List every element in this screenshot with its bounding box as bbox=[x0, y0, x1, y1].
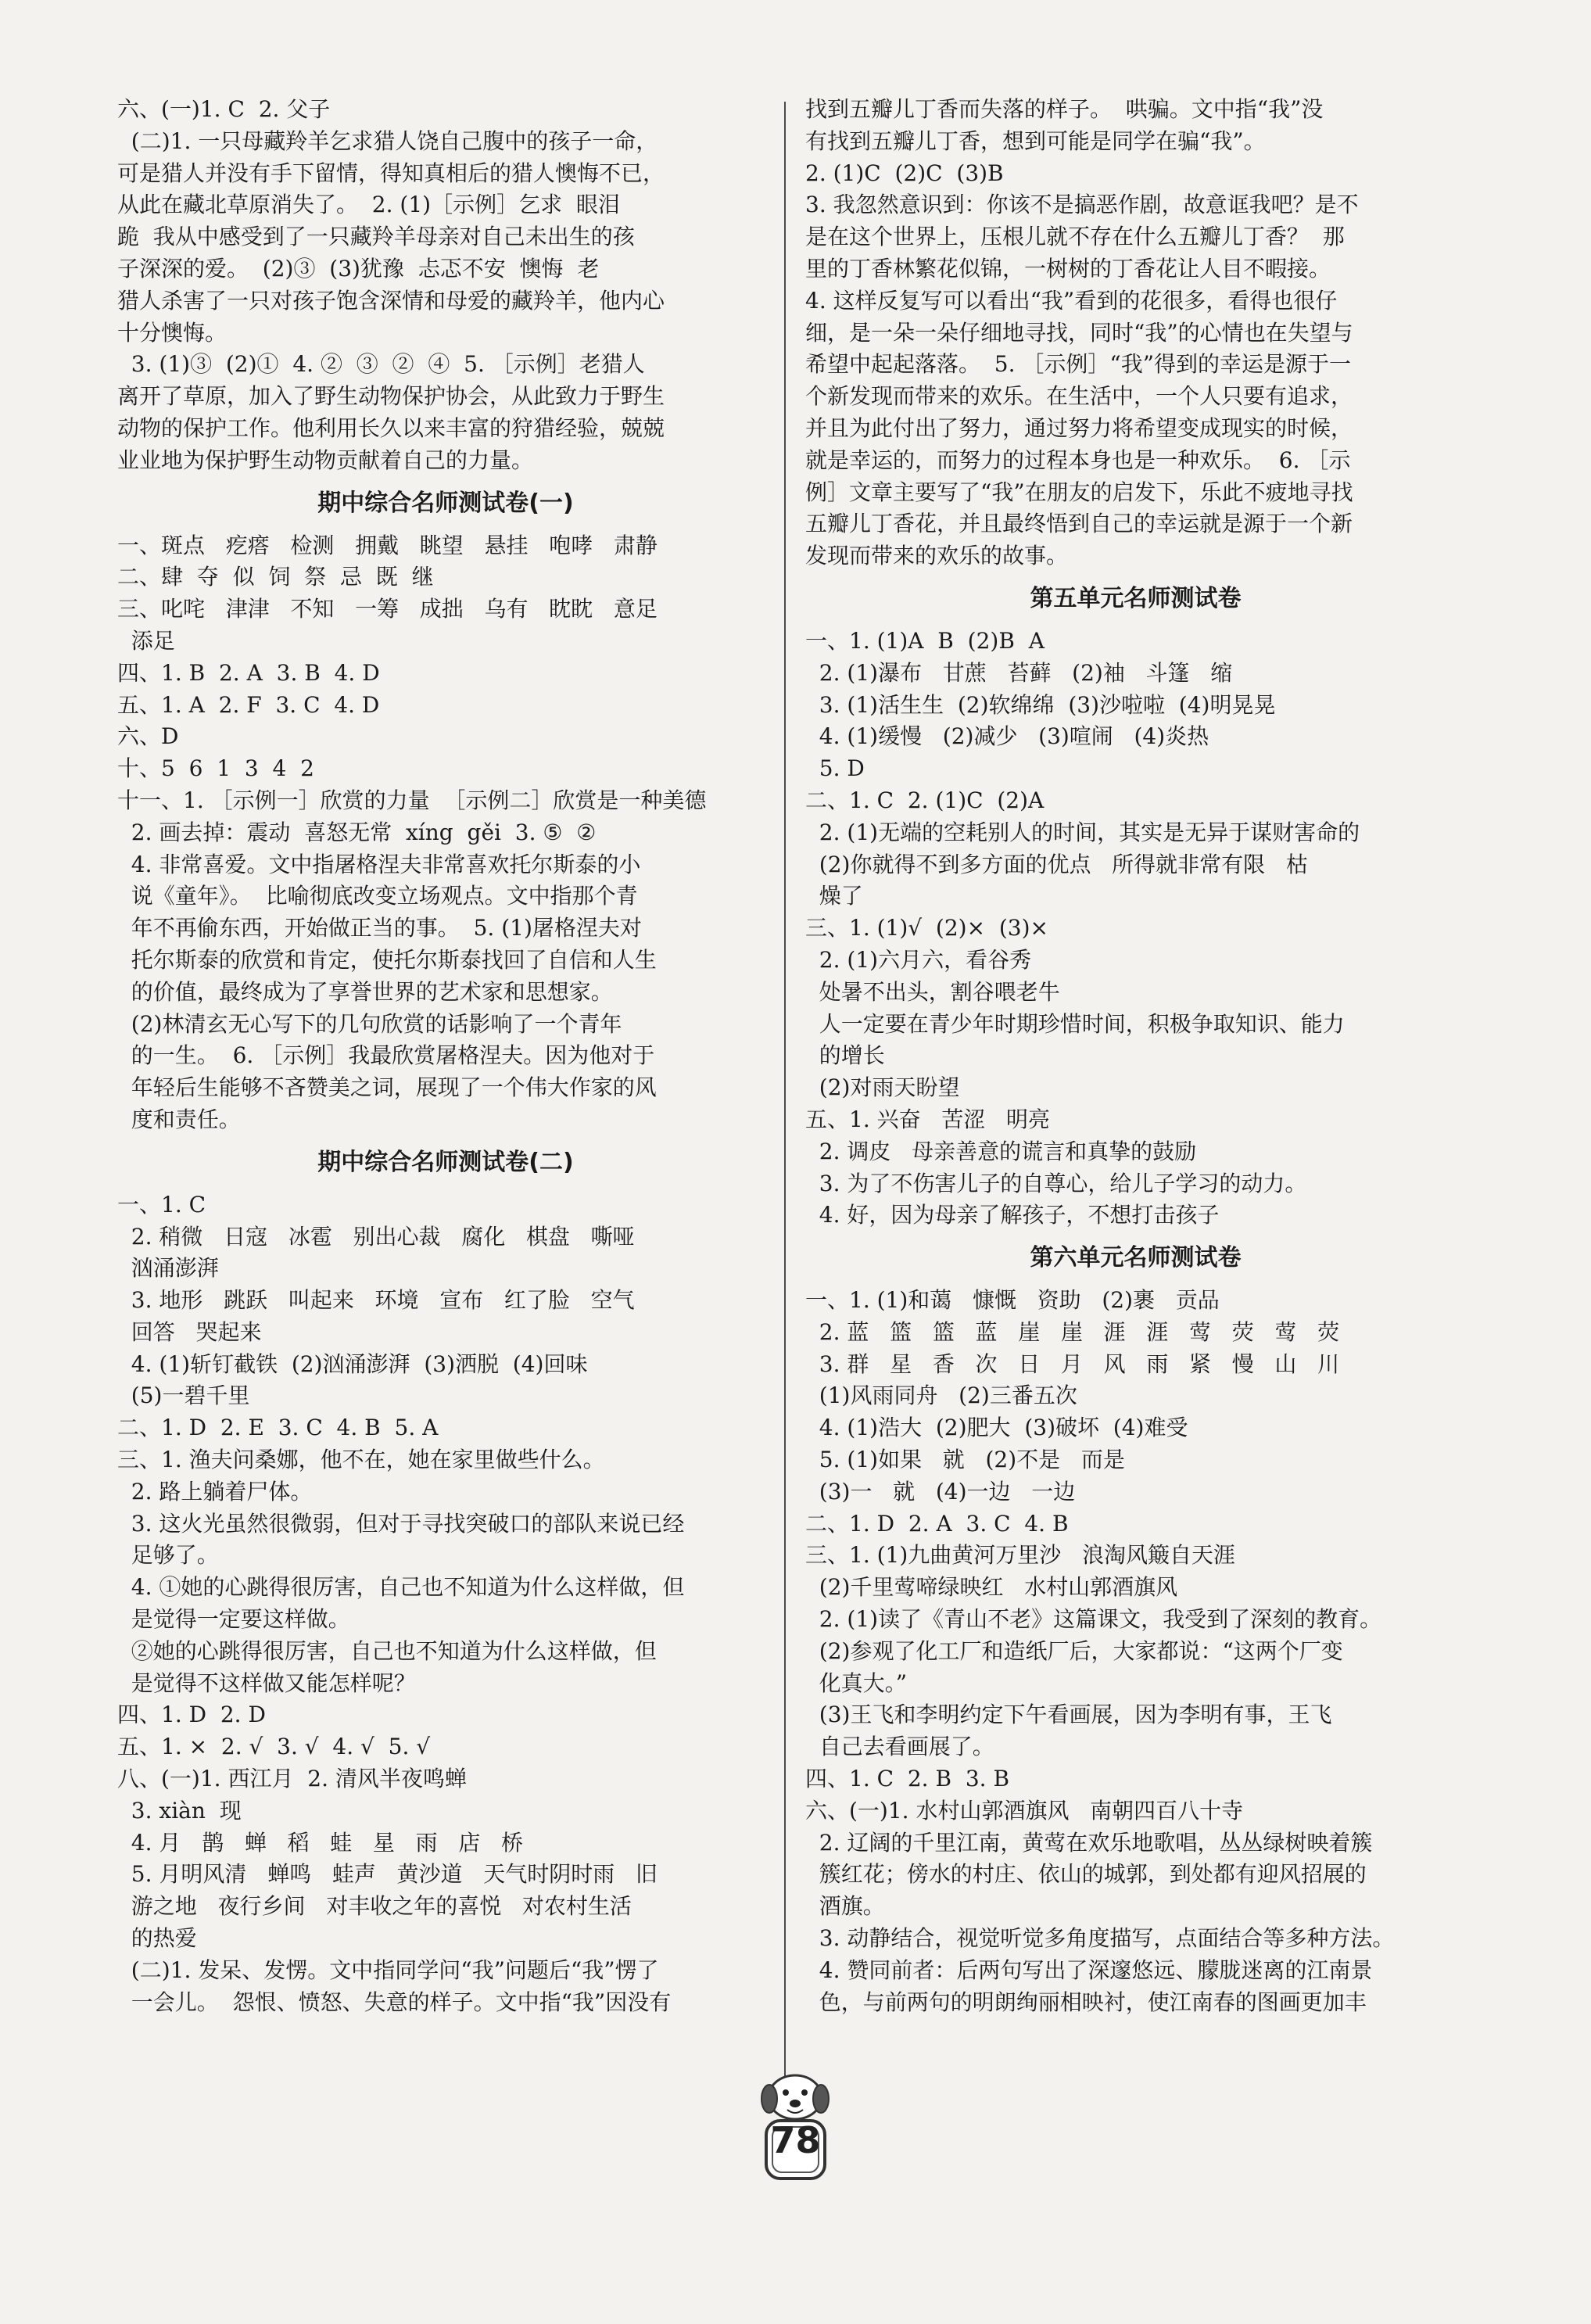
answer-line: 六、(一)1. 水村山郭酒旗风 南朝四百八十寺 bbox=[805, 1797, 1244, 1824]
answer-line: 例］文章主要写了“我”在朋友的启发下，乐此不疲地寻找 bbox=[805, 479, 1353, 505]
answer-line: 找到五瓣儿丁香而失落的样子。 哄骗。文中指“我”没 bbox=[805, 96, 1324, 122]
answer-line: 八、(一)1. 西江月 2. 清风半夜鸣蝉 bbox=[117, 1766, 467, 1792]
answer-line: 是觉得不这样做又能怎样呢？ bbox=[117, 1669, 416, 1696]
answer-line: 3. 我忽然意识到：你该不是搞恶作剧，故意诓我吧？是不 bbox=[805, 192, 1359, 218]
answer-line: 簇红花；傍水的村庄、依山的城郭，到处都有迎风招展的 bbox=[805, 1861, 1367, 1888]
answer-line: 是在这个世界上，压根儿就不存在什么五瓣儿丁香？ 那 bbox=[805, 224, 1345, 250]
answer-line: 4. (1)浩大 (2)肥大 (3)破坏 (4)难受 bbox=[805, 1415, 1188, 1441]
section-title: 第六单元名师测试卷 bbox=[1030, 1244, 1242, 1272]
answer-line: 5. (1)如果 就 (2)不是 而是 bbox=[805, 1447, 1125, 1473]
answer-line: 的一生。 6. ［示例］我最欣赏屠格涅夫。因为他对于 bbox=[117, 1042, 655, 1069]
answer-line: 就是幸运的，而努力的过程本身也是一种欢乐。 6. ［示 bbox=[805, 447, 1351, 473]
answer-line: 2. 蓝 篮 篮 蓝 崖 崖 涯 涯 莺 荧 莺 荧 bbox=[805, 1318, 1340, 1345]
answer-line: 有找到五瓣儿丁香，想到可能是同学在骗“我”。 bbox=[805, 127, 1266, 154]
answer-line: 人一定要在青少年时期珍惜时间，积极争取知识、能力 bbox=[805, 1010, 1345, 1037]
answer-line: 足够了。 bbox=[117, 1542, 219, 1569]
answer-line: 2. 辽阔的千里江南，黄莺在欢乐地歌唱，丛丛绿树映着簇 bbox=[805, 1829, 1373, 1856]
answer-line: 2. (1)无端的空耗别人的时间，其实是无异于谋财害命的 bbox=[805, 819, 1360, 845]
answer-line: 2. (1)瀑布 甘蔗 苔藓 (2)袖 斗篷 缩 bbox=[805, 659, 1233, 686]
answer-line: (2)林清玄无心写下的几句欣赏的话影响了一个青年 bbox=[117, 1010, 622, 1037]
answer-line: 4. 好，因为母亲了解孩子，不想打击孩子 bbox=[805, 1202, 1220, 1228]
page-number: 78 bbox=[770, 2119, 821, 2161]
answer-line: (二)1. 发呆、发愣。文中指同学问“我”问题后“我”愣了 bbox=[117, 1956, 659, 1983]
answer-line: 2. 调皮 母亲善意的谎言和真挚的鼓励 bbox=[805, 1138, 1197, 1164]
answer-line: 3. 这火光虽然很微弱，但对于寻找突破口的部队来说已经 bbox=[117, 1510, 685, 1537]
answer-line: ②她的心跳得很厉害，自己也不知道为什么这样做，但 bbox=[117, 1637, 657, 1664]
answer-line: 3. 群 星 香 次 日 月 风 雨 紧 慢 山 川 bbox=[805, 1350, 1340, 1377]
answer-line: 3. (1)③ (2)① 4. ② ③ ② ④ 5. ［示例］老猎人 bbox=[117, 351, 645, 378]
answer-line: 2. (1)C (2)C (3)B bbox=[805, 160, 1004, 186]
answer-line: 2. (1)读了《青山不老》这篇课文，我受到了深刻的教育。 bbox=[805, 1606, 1382, 1633]
answer-line: 一、1. C bbox=[117, 1191, 206, 1218]
section-title: 期中综合名师测试卷(一) bbox=[317, 489, 574, 517]
left-column bbox=[117, 94, 774, 2018]
answer-line: 的价值，最终成为了享誉世界的艺术家和思想家。 bbox=[117, 978, 613, 1005]
answer-line: 十一、1. ［示例一］欣赏的力量 ［示例二］欣赏是一种美德 bbox=[117, 787, 707, 813]
answer-line: 处暑不出头，割谷喂老牛 bbox=[805, 978, 1060, 1005]
answer-line: 发现而带来的欢乐的故事。 bbox=[805, 543, 1069, 569]
answer-line: 燥了 bbox=[805, 883, 863, 909]
answer-line: 一、1. (1)A B (2)B A bbox=[805, 627, 1045, 654]
answer-line: 自己去看画展了。 bbox=[805, 1734, 994, 1760]
answer-line: (2)对雨天盼望 bbox=[805, 1074, 960, 1101]
answer-line: 酒旗。 bbox=[805, 1893, 885, 1920]
answer-line: 子深深的爱。 (2)③ (3)犹豫 忐忑不安 懊悔 老 bbox=[117, 255, 600, 282]
answer-line: 五、1. × 2. √ 3. √ 4. √ 5. √ bbox=[117, 1734, 431, 1760]
answer-line: 三、1. 渔夫问桑娜，他不在，她在家里做些什么。 bbox=[117, 1447, 605, 1473]
answer-line: (2)千里莺啼绿映红 水村山郭酒旗风 bbox=[805, 1574, 1178, 1601]
answer-line: 说《童年》。 比喻彻底改变立场观点。文中指那个青 bbox=[117, 883, 638, 909]
answer-line: 从此在藏北草原消失了。 2. (1)［示例］乞求 眼泪 bbox=[117, 192, 620, 218]
answer-line: (1)风雨同舟 (2)三番五次 bbox=[805, 1383, 1077, 1409]
answer-line: 希望中起起落落。 5. ［示例］“我”得到的幸运是源于一 bbox=[805, 351, 1352, 378]
answer-line: 六、(一)1. C 2. 父子 bbox=[117, 96, 331, 122]
answer-line: 5. D bbox=[805, 755, 865, 782]
answer-line: 三、叱咤 津津 不知 一筹 成拙 乌有 眈眈 意足 bbox=[117, 596, 658, 622]
answer-line: 2. 稍微 日寇 冰雹 别出心裁 腐化 棋盘 嘶哑 bbox=[117, 1223, 635, 1250]
answer-line: 十分懊悔。 bbox=[117, 319, 228, 346]
answer-line: 4. (1)斩钉截铁 (2)汹涌澎湃 (3)洒脱 (4)回味 bbox=[117, 1350, 588, 1377]
answer-line: 2. (1)六月六，看谷秀 bbox=[805, 946, 1032, 973]
answer-line: 色，与前两句的明朗绚丽相映衬，使江南春的图画更加丰 bbox=[805, 1989, 1367, 2015]
answer-line: 回答 哭起来 bbox=[117, 1318, 262, 1345]
answer-line: 3. (1)活生生 (2)软绵绵 (3)沙啦啦 (4)明晃晃 bbox=[805, 691, 1276, 718]
answer-line: 四、1. C 2. B 3. B bbox=[805, 1766, 1010, 1792]
answer-line: 一、斑点 疙瘩 检测 拥戴 眺望 悬挂 咆哮 肃静 bbox=[117, 532, 658, 558]
answer-line: 添足 bbox=[117, 627, 175, 654]
answer-line: 三、1. (1)九曲黄河万里沙 浪淘风簸自天涯 bbox=[805, 1542, 1235, 1569]
page-number-badge bbox=[751, 2064, 840, 2190]
answer-line: 3. 动静结合，视觉听觉多角度描写，点面结合等多种方法。 bbox=[805, 1925, 1395, 1952]
answer-line: 2. 路上躺着尸体。 bbox=[117, 1478, 313, 1505]
answer-line: 年轻后生能够不吝赞美之词，展现了一个伟大作家的风 bbox=[117, 1074, 657, 1101]
answer-line: 四、1. B 2. A 3. B 4. D bbox=[117, 659, 380, 686]
answer-line: (2)你就得不到多方面的优点 所得就非常有限 枯 bbox=[805, 851, 1308, 877]
answer-line: 3. xiàn 现 bbox=[117, 1797, 242, 1824]
answer-line: (2)参观了化工厂和造纸厂后，大家都说：“这两个厂变 bbox=[805, 1637, 1343, 1664]
answer-line: (5)一碧千里 bbox=[117, 1383, 250, 1409]
answer-line: 2. 画去掉：震动 喜怒无常 xíng gěi 3. ⑤ ② bbox=[117, 819, 597, 845]
answer-line: 4. 这样反复写可以看出“我”看到的花很多，看得也很仔 bbox=[805, 287, 1338, 314]
answer-line: 游之地 夜行乡间 对丰收之年的喜悦 对农村生活 bbox=[117, 1893, 632, 1920]
answer-line: 度和责任。 bbox=[117, 1106, 241, 1132]
answer-line: 可是猎人并没有手下留情，得知真相后的猎人懊悔不已， bbox=[117, 160, 665, 186]
answer-line: 3. 为了不伤害儿子的自尊心，给儿子学习的动力。 bbox=[805, 1170, 1307, 1196]
answer-line: 十、5 6 1 3 4 2 bbox=[117, 755, 314, 782]
answer-line: 5. 月明风清 蝉鸣 蛙声 黄沙道 天气时阴时雨 旧 bbox=[117, 1861, 658, 1888]
answer-line: 4. 月 鹊 蝉 稻 蛙 星 雨 店 桥 bbox=[117, 1829, 524, 1856]
answer-line: (二)1. 一只母藏羚羊乞求猎人饶自己腹中的孩子一命， bbox=[117, 127, 658, 154]
answer-line: 托尔斯泰的欣赏和肯定，使托尔斯泰找回了自信和人生 bbox=[117, 946, 657, 973]
answer-line: 五、1. 兴奋 苦涩 明亮 bbox=[805, 1106, 1051, 1132]
answer-line: (3)王飞和李明约定下午看画展，因为李明有事，王飞 bbox=[805, 1702, 1332, 1728]
answer-line: 四、1. D 2. D bbox=[117, 1702, 266, 1728]
answer-line: 跪 我从中感受到了一只藏羚羊母亲对自己未出生的孩 bbox=[117, 224, 635, 250]
answer-line: 五、1. A 2. F 3. C 4. D bbox=[117, 691, 380, 718]
answer-line: 动物的保护工作。他利用长久以来丰富的狩猎经验，兢兢 bbox=[117, 414, 665, 441]
answer-line: 细，是一朵一朵仔细地寻找，同时“我”的心情也在失望与 bbox=[805, 319, 1353, 346]
answer-line: 猎人杀害了一只对孩子饱含深情和母爱的藏羚羊，他内心 bbox=[117, 287, 665, 314]
answer-line: 业业地为保护野生动物贡献着自己的力量。 bbox=[117, 447, 534, 473]
answer-line: 一会儿。 怨恨、愤怒、失意的样子。文中指“我”因没有 bbox=[117, 1989, 672, 2015]
answer-line: 3. 地形 跳跃 叫起来 环境 宣布 红了脸 空气 bbox=[117, 1287, 635, 1314]
answer-line: 一、1. (1)和蔼 慷慨 资助 (2)裹 贡品 bbox=[805, 1287, 1220, 1314]
answer-line: 年不再偷东西，开始做正当的事。 5. (1)屠格涅夫对 bbox=[117, 915, 642, 941]
answer-line: 二、1. C 2. (1)C (2)A bbox=[805, 787, 1045, 813]
answer-line: 二、1. D 2. A 3. C 4. B bbox=[805, 1510, 1069, 1537]
answer-line: 二、1. D 2. E 3. C 4. B 5. A bbox=[117, 1415, 439, 1441]
answer-line: 的增长 bbox=[805, 1042, 885, 1069]
answer-line: 里的丁香林繁花似锦，一树树的丁香花让人目不暇接。 bbox=[805, 255, 1331, 282]
answer-line: (3)一 就 (4)一边 一边 bbox=[805, 1478, 1076, 1505]
answer-line: 4. ①她的心跳得很厉害，自己也不知道为什么这样做，但 bbox=[117, 1574, 685, 1601]
section-title: 第五单元名师测试卷 bbox=[1030, 584, 1242, 612]
answer-line: 化真大。” bbox=[805, 1669, 908, 1696]
answer-line: 个新发现而带来的欢乐。在生活中，一个人只要有追求， bbox=[805, 383, 1353, 410]
answer-line: 汹涌澎湃 bbox=[117, 1255, 219, 1282]
section-title: 期中综合名师测试卷(二) bbox=[317, 1148, 574, 1176]
right-column bbox=[805, 94, 1466, 2018]
answer-line: 4. 赞同前者：后两句写出了深邃悠远、朦胧迷离的江南景 bbox=[805, 1956, 1373, 1983]
answer-line: 是觉得一定要这样做。 bbox=[117, 1606, 350, 1633]
answer-line: 4. (1)缓慢 (2)减少 (3)喧闹 (4)炎热 bbox=[805, 723, 1209, 750]
answer-line: 的热爱 bbox=[117, 1925, 197, 1952]
answer-line: 二、肆 夺 似 饲 祭 忌 既 继 bbox=[117, 564, 434, 590]
answer-line: 离开了草原，加入了野生动物保护协会，从此致力于野生 bbox=[117, 383, 665, 410]
answer-line: 4. 非常喜爱。文中指屠格涅夫非常喜欢托尔斯泰的小 bbox=[117, 851, 641, 877]
answer-line: 五瓣儿丁香花，并且最终悟到自己的幸运就是源于一个新 bbox=[805, 511, 1353, 537]
answer-line: 六、D bbox=[117, 723, 179, 750]
answer-line: 三、1. (1)√ (2)× (3)× bbox=[805, 915, 1048, 941]
answer-line: 并且为此付出了努力，通过努力将希望变成现实的时候， bbox=[805, 414, 1353, 441]
column-divider bbox=[784, 102, 786, 2103]
